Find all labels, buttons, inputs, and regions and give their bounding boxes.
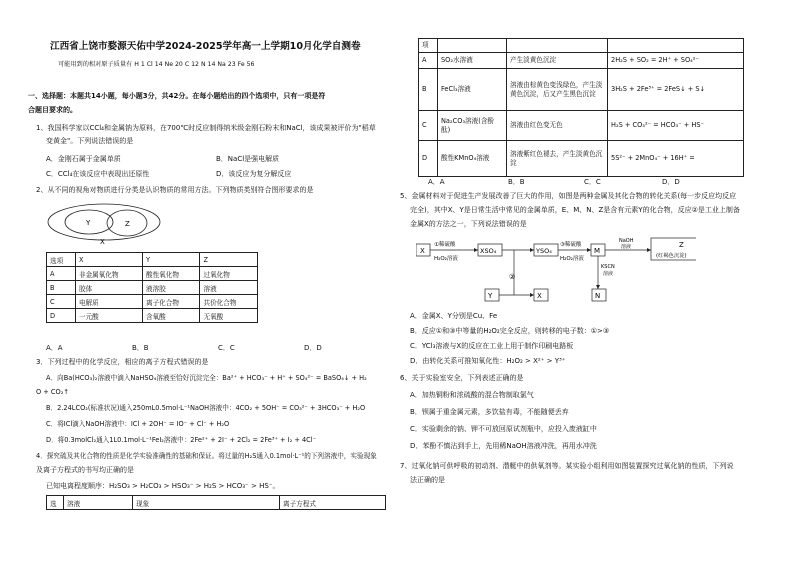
q3-option-a: A．向Ba(HCO₃)₂溶液中滴入NaHSO₄溶液至恰好沉淀完全：Ba²⁺ + HCO₃⁻ + H⁺ + SO₄²⁻ = BaSO₄↓ + H₂ [46, 374, 367, 382]
q4-known: 已知电离程度顺序：H₂SO₃ > H₂CO₃ > HSO₃⁻ > H₂S > HCO₃⁻ > HS⁻。 [46, 482, 280, 490]
q4-stem: 4．探究硫及其化合物的性质是化学实验准确性的基础和保证。将过量的H₂S通入0.1mol·L⁻¹的下列溶液中，实验现象 [36, 452, 377, 460]
diagram-arrow3-top: ③稀硫酸 [560, 242, 582, 248]
diagram-z: Z [679, 241, 684, 249]
diagram-arrow1-top: ①稀硫酸 [434, 242, 456, 248]
diagram-kscn: KSCN [601, 264, 615, 270]
diagram-yso4: YSO₄ [536, 247, 552, 255]
table-cell: A [419, 53, 438, 69]
table-cell: 产生淡黄色沉淀 [507, 53, 608, 69]
table-cell: 液溶胶 [142, 281, 200, 295]
table-cell: 电解质 [76, 295, 143, 309]
table-row [419, 111, 744, 141]
table-cell: 溶液 [200, 281, 258, 295]
page-title: 江西省上饶市婺源天佑中学2024-2025学年高一上学期10月化学自测卷 [50, 41, 361, 52]
diagram-z-note: (红褐色沉淀) [656, 253, 687, 259]
diagram-naoh: NaOH [619, 238, 634, 244]
q4-table-continued [418, 38, 744, 177]
q1-stem-cont: 变黄金"。下列说法错误的是 [46, 137, 134, 145]
q4-stem-cont: 及离子方程式的书写均正确的是 [36, 466, 134, 474]
q6-option-b: B．钡属于重金属元素，多饮盐有毒，不能随便丢弃 [410, 408, 569, 416]
venn-label-y: Y [86, 219, 91, 227]
q5-option-c: C．YCl₃溶液与X的反应在工业上用于制作印刷电路板 [410, 342, 574, 350]
table-header: 离子方程式 [280, 496, 386, 510]
table-header [507, 39, 608, 53]
q4-option-d: D．D [662, 178, 680, 186]
table-cell: C [419, 111, 438, 141]
table-cell: 溶液由红色变无色 [507, 111, 608, 141]
conversion-diagram [416, 234, 696, 306]
section-heading-cont: 合题目要求的。 [28, 106, 77, 114]
table-row [419, 53, 744, 69]
q6-option-a: A．加热铜粉和浓硫酸的混合物制取氯气 [410, 391, 534, 399]
q2-option-a: A．A [46, 344, 63, 352]
q5-option-a: A．金属X、Y分别是Cu、Fe [410, 312, 498, 320]
table-cell: 5S²⁻ + 2MnO₄⁻ + 16H⁺ = [608, 141, 744, 177]
table-cell: C [47, 295, 76, 309]
table-cell: 非金属氧化物 [76, 267, 143, 281]
q7-stem-cont: 法正确的是 [410, 476, 445, 484]
table-cell: Na₂CO₃溶液(含酚酞) [438, 111, 507, 141]
diagram-m: M [594, 247, 601, 255]
diagram-kscn-solution: 溶液 [603, 271, 614, 277]
diagram-naoh-solution: 溶液 [621, 244, 632, 250]
diagram-xso4: XSO₄ [480, 247, 497, 255]
diagram-arrow1-bottom: H₂O₂溶液 [434, 256, 458, 262]
table-cell: 无氧酸 [200, 309, 258, 323]
q5-option-b: B．反应①和③中等量的H₂O₂完全反应，则转移的电子数：①>③ [410, 327, 610, 335]
table-header-row [47, 496, 386, 510]
q4-option-b: B．B [508, 178, 525, 186]
table-cell: A [47, 267, 76, 281]
q3-option-c: C．将ICl滴入NaOH溶液中：ICl + 2OH⁻ = IO⁻ + Cl⁻ + H₂O [46, 420, 230, 428]
table-cell: 2H₂S + SO₂ = 2H⁺ + SO₄²⁻ [608, 53, 744, 69]
venn-label-x: X [100, 238, 105, 246]
table-cell: 溶液紫红色褪去，产生淡黄色沉淀 [507, 141, 608, 177]
diagram-arrow3-bottom: H₂O₂溶液 [560, 256, 584, 262]
table-header: Y [142, 253, 200, 267]
table-header-row [47, 253, 258, 267]
table-cell: 胶体 [76, 281, 143, 295]
table-cell: SO₂水溶液 [438, 53, 507, 69]
atomic-masses: 可能用到的相对原子质量有 H 1 Cl 14 Ne 20 C 12 N 14 Na 23 Fe 56 [58, 61, 255, 68]
table-header: 选项 [47, 253, 76, 267]
table-cell: 酸性氧化物 [142, 267, 200, 281]
table-cell: H₂S + CO₃²⁻ = HCO₃⁻ + HS⁻ [608, 111, 744, 141]
q2-option-c: C．C [218, 344, 235, 352]
left-column [28, 0, 393, 562]
diagram-x: X [420, 247, 425, 255]
q3-stem: 3．下列过程中的化学反应，相应的离子方程式错误的是 [36, 358, 209, 366]
table-row [419, 141, 744, 177]
diagram-n: N [595, 292, 601, 300]
table-header [608, 39, 744, 53]
q4-option-c: C．C [584, 178, 601, 186]
q3-option-d: D．将0.3molCl₂通入1L0.1mol·L⁻¹FeI₂溶液中：2Fe²⁺ + 2I⁻ + 2Cl₂ = 2Fe³⁺ + I₂ + 4Cl⁻ [46, 436, 317, 444]
table-cell: 3H₂S + 2Fe³⁺ = 2FeS↓ + S↓ [608, 69, 744, 111]
table-cell: 一元酸 [76, 309, 143, 323]
q3-option-a-cont: O + CO₂↑ [36, 388, 69, 396]
table-cell: 含氧酸 [142, 309, 200, 323]
table-cell: B [419, 69, 438, 111]
table-header [438, 39, 507, 53]
table-header-row [419, 39, 744, 53]
table-header: X [76, 253, 143, 267]
q4-option-a: A．A [428, 178, 445, 186]
q5-stem-cont2: 金属X的方法之一，下列说法错误的是 [410, 220, 527, 228]
table-cell: 酸性KMnO₄溶液 [438, 141, 507, 177]
q1-stem: 1、我国科学家以CCl₄和金属钠为原料，在700℃时反应制得纳米级金刚石粉末和NaCl，该成果被评价为"稻草 [36, 124, 376, 132]
table-header: 选 [47, 496, 64, 510]
table-row [419, 69, 744, 111]
table-row [47, 267, 258, 281]
diagram-step2: ② [509, 273, 516, 281]
q5-stem: 5、金属材料对于促进生产发展改善了巨大的作用，如图是两种金属及其化合物的转化关系(每一步反应均反应 [400, 192, 737, 200]
q2-option-d: D．D [304, 344, 322, 352]
venn-label-z: Z [125, 220, 130, 228]
q2-stem: 2、从不同的视角对物质进行分类是认识物质的常用方法。下列物质类别符合图形要求的是 [36, 186, 314, 194]
table-cell: 离子化合物 [142, 295, 200, 309]
table-cell: 共价化合物 [200, 295, 258, 309]
table-row [47, 309, 258, 323]
q1-option-d: D．该反应为复分解反应 [216, 170, 292, 178]
right-column [398, 0, 786, 562]
table-row [47, 281, 258, 295]
q7-stem: 7、过氧化钠可供呼吸的初动剂、潜艇中的供氧剂等。某实验小组利用如图装置探究过氧化钠的性质，下列说 [400, 462, 734, 470]
q1-option-a: A．金刚石属于金属单质 [46, 155, 121, 163]
table-header: 溶液 [64, 496, 133, 510]
q1-option-c: C．CCl₄在该反应中表现出还原性 [46, 170, 150, 178]
table-cell: D [419, 141, 438, 177]
table-row [47, 295, 258, 309]
q2-table [46, 252, 258, 323]
table-cell: B [47, 281, 76, 295]
q5-option-d: D．由转化关系可推知氧化性：H₂O₂ > X²⁺ > Y³⁺ [410, 357, 566, 365]
diagram-y: Y [488, 292, 493, 300]
diagram-x-product: X [537, 292, 542, 300]
table-cell: FeCl₃溶液 [438, 69, 507, 111]
q6-stem: 6、关于实验室安全，下列表述正确的是 [400, 374, 524, 382]
q5-stem-cont: 完全)，其中X、Y是日常生活中常见的金属单质，E、M、N、Z是含有元素Y的化合物，反应②是工业上制备 [410, 206, 740, 214]
q1-option-b: B．NaCl是强电解质 [216, 155, 280, 163]
q2-option-b: B．B [132, 344, 149, 352]
table-header: Z [200, 253, 258, 267]
table-cell: D [47, 309, 76, 323]
q4-table-head [46, 495, 386, 510]
table-header: 项 [419, 39, 438, 53]
venn-diagram [42, 198, 192, 250]
table-cell: 溶液由棕黄色变浅绿色，产生淡黄色沉淀，后又产生黑色沉淀 [507, 69, 608, 111]
section-heading: 一、选择题：本题共14小题，每小题3分，共42分。在每小题给出的四个选项中，只有一项是符 [28, 92, 326, 100]
table-header: 现象 [133, 496, 280, 510]
table-cell: 过氧化物 [200, 267, 258, 281]
q6-option-c: C．实验剩余的钠、钾不可放回原试剂瓶中，应投入废液缸中 [410, 425, 597, 433]
q6-option-d: D．苯酚不慎沾到手上，先用稀NaOH溶液冲洗，再用水冲洗 [410, 442, 597, 450]
q3-option-b: B．2.24LCO₂(标准状况)通入250mL0.5mol·L⁻¹NaOH溶液中：4CO₂ + 5OH⁻ = CO₃²⁻ + 3HCO₃⁻ + H₂O [46, 404, 366, 412]
